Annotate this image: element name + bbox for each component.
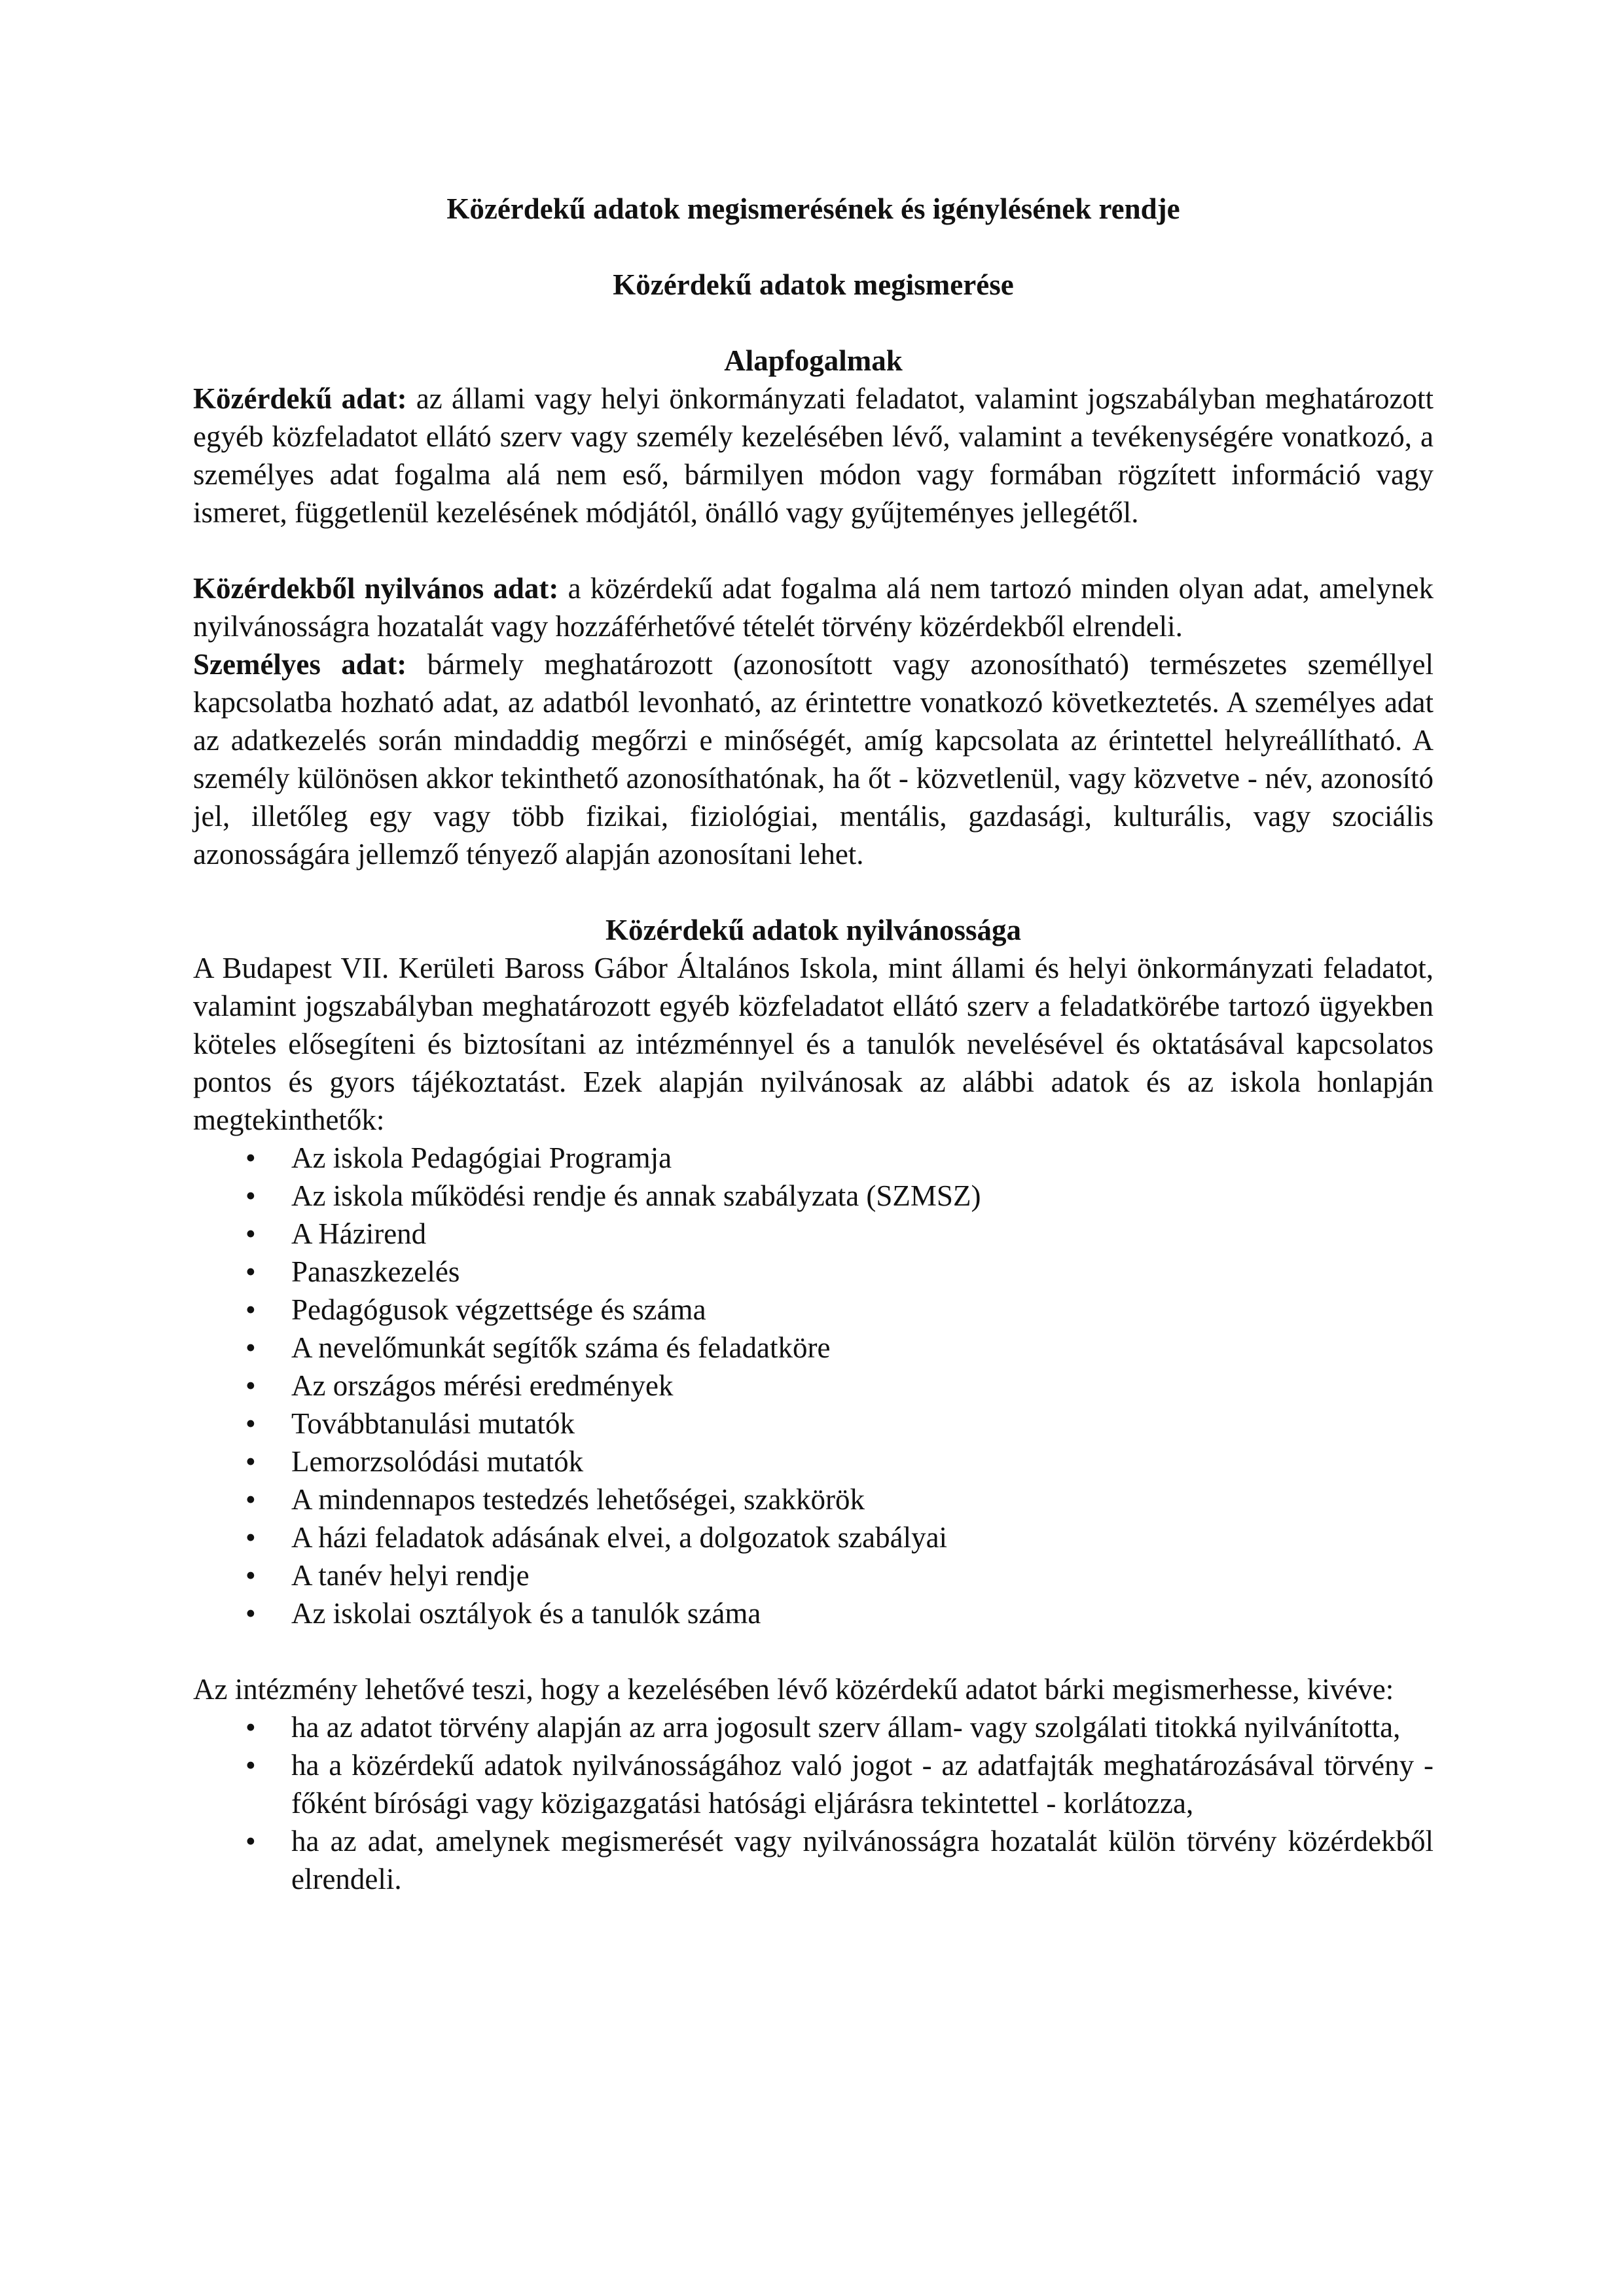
nyilvanossag-intro: A Budapest VII. Kerületi Baross Gábor Általános Iskola, mint állami és helyi önkormányzati feladatot, valamint jogszabályban meghatározott egyéb közfeladatot ellátó szerv a feladatkörébe tartozó ügyekben köteles elősegíteni és biztosítani az intézménnyel és a tanulók nevelésével és oktatásával kapcsolatos pontos és gyors tájékoztatást. Ezek alapján nyilvánosak az alábbi adatok és az iskola honlapján megtekinthetők:: [193, 952, 1434, 1136]
list-item: • Az iskola Pedagógiai Programja: [193, 1139, 1434, 1177]
list-item: • Az országos mérési eredmények: [193, 1367, 1434, 1405]
section-heading-alapfogalmak: Alapfogalmak: [724, 344, 903, 377]
list-item: • A mindennapos testedzés lehetőségei, szakkörök: [193, 1480, 1434, 1518]
list-item: • A nevelőmunkát segítők száma és feladatköre: [193, 1329, 1434, 1367]
list-item: • A tanév helyi rendje: [193, 1556, 1434, 1594]
document-page: [193, 190, 1434, 1898]
list-item: • A Házirend: [193, 1215, 1434, 1253]
definition-kozerdekbol-nyilvanos-adat: [193, 569, 1434, 645]
definition-term: Közérdekből nyilvános adat:: [193, 572, 559, 605]
section-heading-nyilvanossag: Közérdekű adatok nyilvánossága: [605, 914, 1022, 946]
list-item: • Továbbtanulási mutatók: [193, 1405, 1434, 1443]
list-item: • A házi feladatok adásának elvei, a dolgozatok szabályai: [193, 1518, 1434, 1556]
list-item: • ha a közérdekű adatok nyilvánosságához való jogot - az adatfajták meghatározásával törvény - főként bírósági vagy közigazgatási hatósági eljárásra tekintettel - korlátozza,: [193, 1746, 1434, 1822]
public-data-list: [193, 1139, 1434, 1632]
list-item: • Pedagógusok végzettsége és száma: [193, 1291, 1434, 1329]
list-item: • Lemorzsolódási mutatók: [193, 1443, 1434, 1480]
list-item: • Panaszkezelés: [193, 1253, 1434, 1291]
definition-szemelyes-adat: [193, 645, 1434, 873]
definition-term: Közérdekű adat:: [193, 382, 407, 415]
list-item: • Az iskolai osztályok és a tanulók száma: [193, 1594, 1434, 1632]
list-item: • ha az adatot törvény alapján az arra jogosult szerv állam- vagy szolgálati titokká nyilvánította,: [193, 1708, 1434, 1746]
list-item: • Az iskola működési rendje és annak szabályzata (SZMSZ): [193, 1177, 1434, 1215]
exceptions-list: [193, 1708, 1434, 1898]
definition-text: az állami vagy helyi önkormányzati feladatot, valamint jogszabályban meghatározott egyéb közfeladatot ellátó szerv vagy személy kezelésében lévő, valamint a tevékenységére vonatkozó, a személyes adat fogalma alá nem eső, bármilyen módon vagy formában rögzített információ vagy ismeret, függetlenül kezelésének módjától, önálló vagy gyűjteményes jellegétől.: [193, 382, 1434, 529]
exceptions-intro: Az intézmény lehetővé teszi, hogy a kezelésében lévő közérdekű adatot bárki megismerhesse, kivéve:: [193, 1673, 1394, 1706]
definition-text: a közérdekű adat fogalma alá nem tartozó minden olyan adat, amelynek nyilvánosságra hozatalát vagy hozzáférhetővé tételét törvény közérdekből elrendeli.: [193, 572, 1434, 643]
document-subtitle: Közérdekű adatok megismerése: [613, 268, 1014, 301]
document-title: Közérdekű adatok megismerésének és igénylésének rendje: [446, 192, 1180, 225]
definition-text: bármely meghatározott (azonosított vagy azonosítható) természetes személlyel kapcsolatba hozható adat, az adatból levonható, az érintettre vonatkozó következtetés. A személyes adat az adatkezelés során mindaddig megőrzi e minőségét, amíg kapcsolata az érintettel helyreállítható. A személy különösen akkor tekinthető azonosíthatónak, ha őt - közvetlenül, vagy közvetve - név, azonosító jel, illetőleg egy vagy több fizikai, fiziológiai, mentális, gazdasági, kulturális, vagy szociális azonosságára jellemző tényező alapján azonosítani lehet.: [193, 648, 1434, 870]
definition-kozerdeku-adat: [193, 380, 1434, 531]
list-item: • ha az adat, amelynek megismerését vagy nyilvánosságra hozatalát külön törvény közérdekből elrendeli.: [193, 1822, 1434, 1898]
definition-term: Személyes adat:: [193, 648, 407, 681]
